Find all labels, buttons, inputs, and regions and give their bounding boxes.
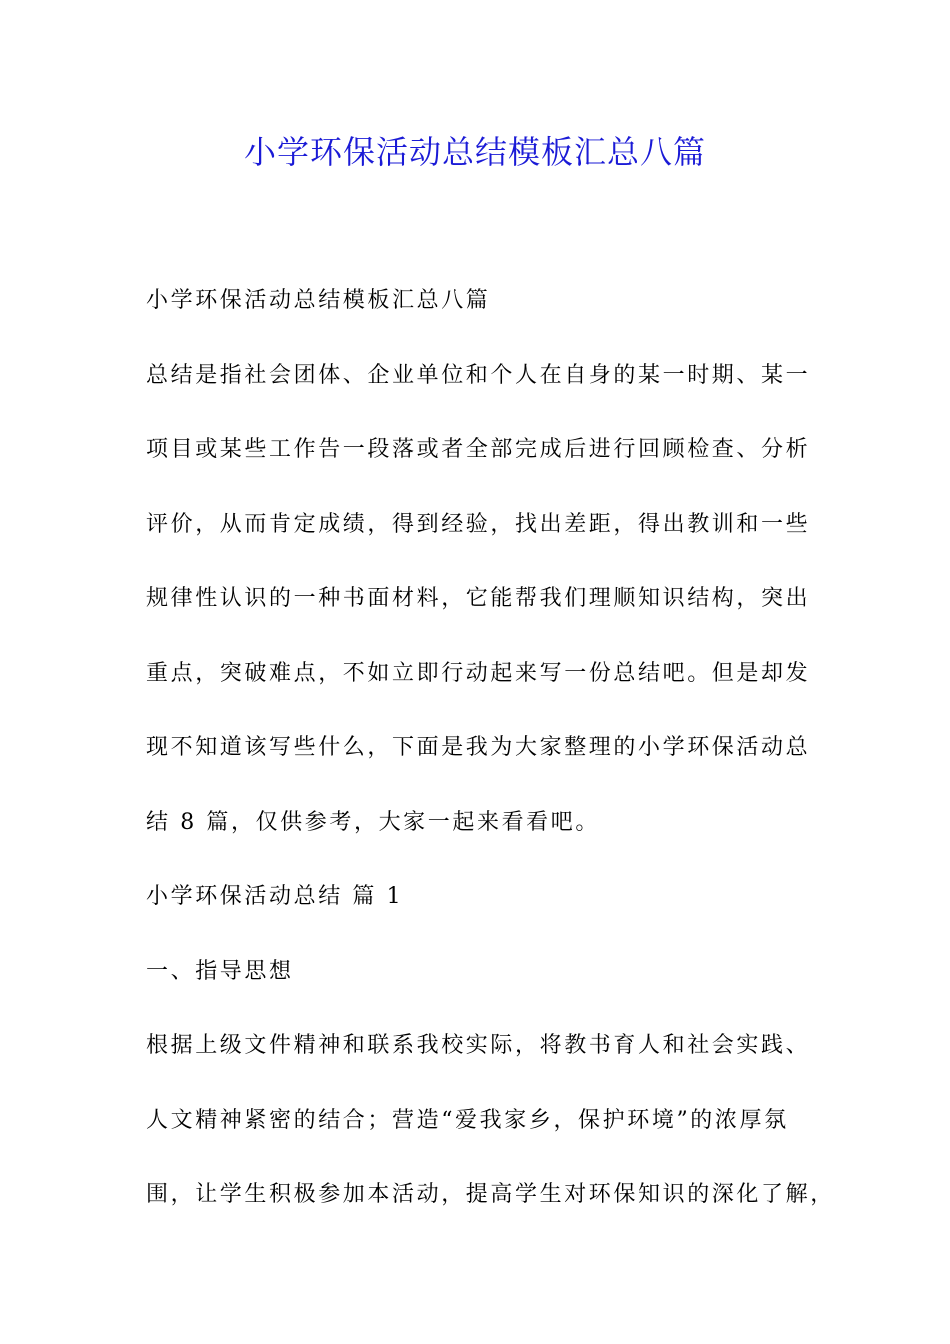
paragraph-line: 项目或某些工作告一段落或者全部完成后进行回顾检查、分析 [146,437,811,462]
paragraph-line: 规律性认识的一种书面材料，它能帮我们理顺知识结构，突出 [146,586,811,611]
subsection-heading: 一、指导思想 [146,958,294,984]
paragraph-line: 评价，从而肯定成绩，得到经验，找出差距，得出教训和一些 [146,511,811,537]
paragraph-line: 重点，突破难点，不如立即行动起来写一份总结吧。但是却发 [146,660,811,686]
document-body [146,264,835,1233]
document-title: 小学环保活动总结模板汇总八篇 [243,133,706,171]
paragraph-line: 结 8 篇，仅供参考，大家一起来看看吧。 [146,809,600,835]
subtitle-line: 小学环保活动总结模板汇总八篇 [146,288,491,313]
section-heading: 小学环保活动总结 篇 1 [146,884,404,909]
paragraph-line: 现不知道该写些什么，下面是我为大家整理的小学环保活动总 [146,735,811,760]
paragraph-line: 人文精神紧密的结合；营造“爱我家乡，保护环境”的浓厚氛 [146,1107,789,1133]
paragraph-line: 根据上级文件精神和联系我校实际，将教书育人和社会实践、 [146,1033,811,1058]
paragraph-line: 围，让学生积极参加本活动，提高学生对环保知识的深化了解， [146,1182,835,1207]
paragraph-line: 总结是指社会团体、企业单位和个人在自身的某一时期、某一 [146,362,811,388]
